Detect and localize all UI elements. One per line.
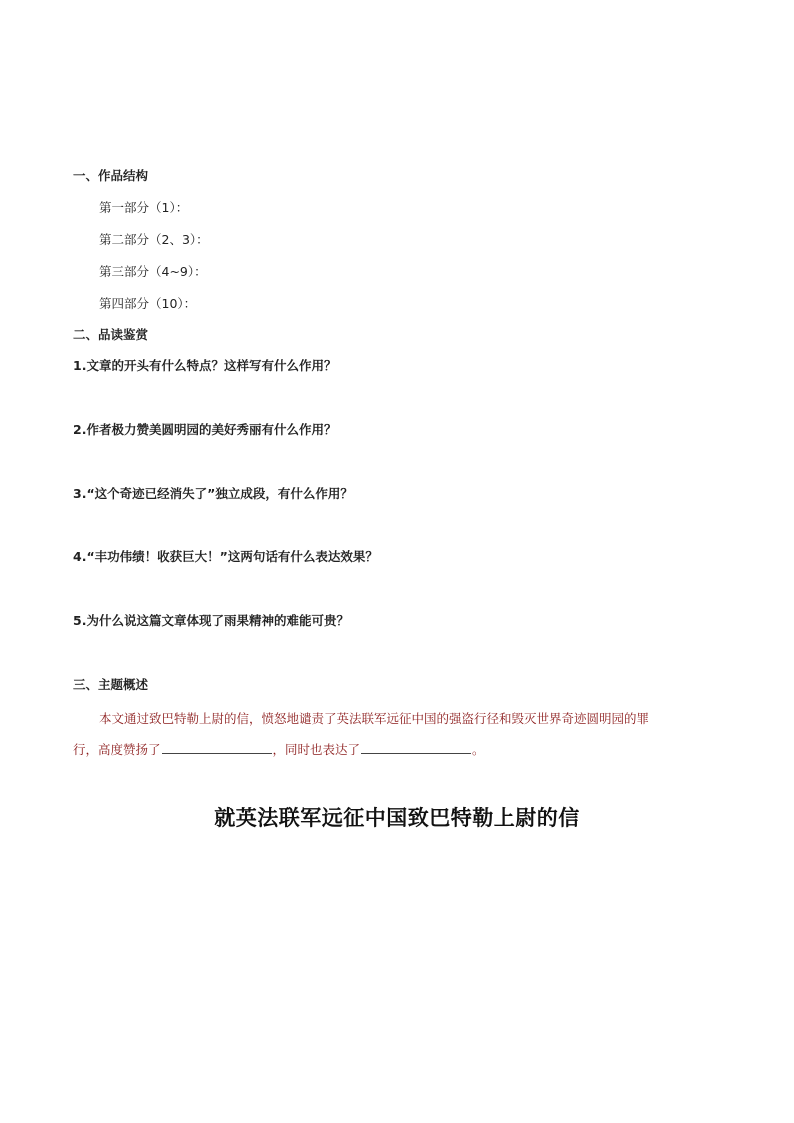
document-title: 就英法联军远征中国致巴特勒上尉的信 [214, 805, 580, 830]
answer-blank-1[interactable] [162, 741, 272, 754]
question-2: 2.作者极力赞美圆明园的美好秀丽有什么作用？ [73, 422, 337, 437]
theme-text-c: 。 [472, 742, 485, 757]
part-3-label: 第三部分（4~9）： [99, 264, 207, 279]
theme-text-b: ，同时也表达了 [272, 742, 361, 757]
theme-summary-line-2 [73, 740, 485, 758]
section-heading-theme: 三、主题概述 [73, 677, 149, 692]
question-5: 5.为什么说这篇文章体现了雨果精神的难能可贵？ [73, 613, 349, 628]
question-3: 3.“这个奇迹已经消失了”独立成段，有什么作用？ [73, 486, 353, 501]
question-4: 4.“丰功伟绩！收获巨大！”这两句话有什么表达效果？ [73, 549, 378, 564]
section-heading-appreciation: 二、品读鉴赏 [73, 327, 149, 342]
part-4-label: 第四部分（10）： [99, 296, 197, 311]
answer-blank-2[interactable] [361, 741, 471, 754]
part-2-label: 第二部分（2、3）： [99, 232, 209, 247]
question-1: 1.文章的开头有什么特点？这样写有什么作用？ [73, 358, 337, 373]
section-heading-structure: 一、作品结构 [73, 168, 149, 183]
theme-text-a: 行，高度赞扬了 [73, 742, 161, 757]
theme-summary-line-1: 本文通过致巴特勒上尉的信，愤怒地谴责了英法联军远征中国的强盗行径和毁灭世界奇迹圆明园的罪 [99, 711, 650, 726]
part-1-label: 第一部分（1）： [99, 200, 189, 215]
